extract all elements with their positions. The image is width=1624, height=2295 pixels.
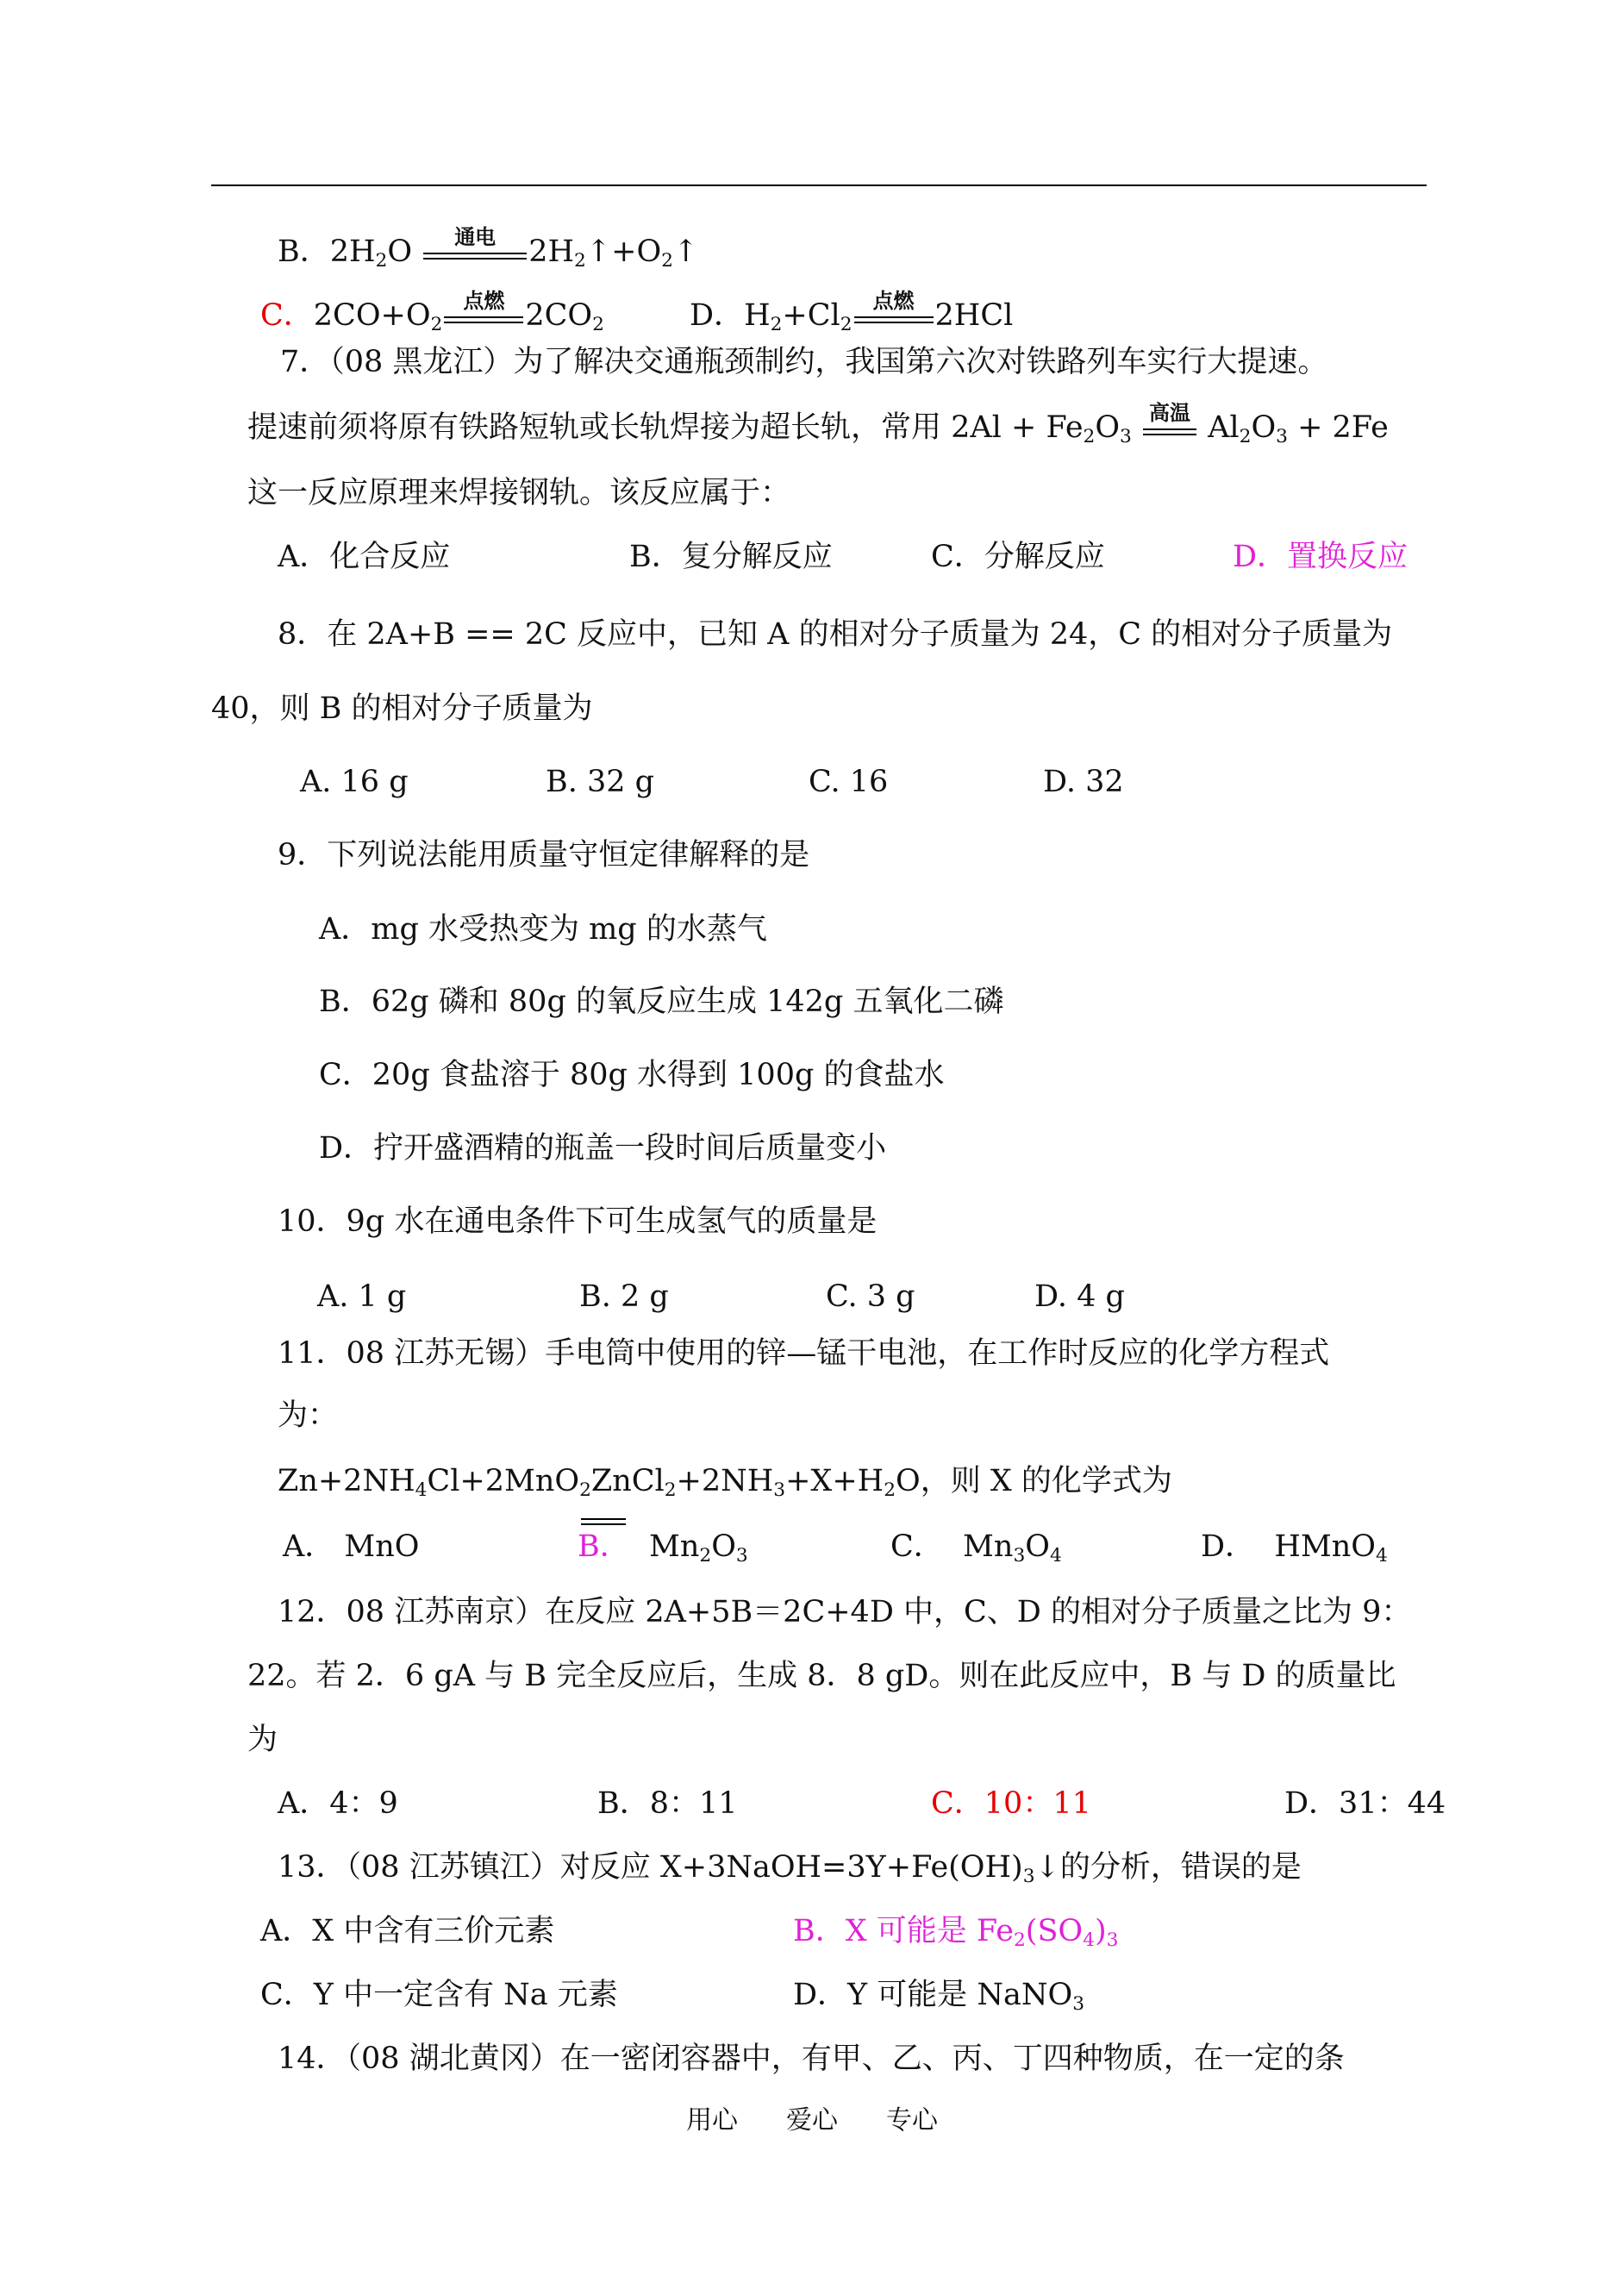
q11-b-sub1: 2 [699,1545,712,1567]
q12-option-c [931,1785,1091,1823]
q11-eq-c-sub: 2 [664,1479,677,1502]
q11-b-b: O [711,1529,736,1564]
q6-b-right-3: ↑ [672,235,699,269]
q10-stem: 10．9g 水在通电条件下可生成氢气的质量是 [278,1204,878,1239]
q6-b-right-2: ↑+O [585,235,662,269]
q6-option-c [260,288,604,336]
footer-text-3: 专心 [886,2105,938,2136]
q11-eq-b: Cl+2MnO [427,1464,580,1498]
q6-c-condition: 点燃 [463,288,505,313]
q11-eq-e-sub: 2 [884,1479,896,1502]
q13-b-c: ) [1094,1914,1107,1948]
q11-d-label: D． [1201,1529,1256,1564]
q7-line2-c: Al [1208,410,1240,445]
q6-option-b [278,224,699,272]
reaction-arrow-ignite [854,288,934,330]
q13-b-a: B．X 可能是 Fe [793,1914,1014,1948]
q6-d-condition: 点燃 [872,288,915,313]
q6-d-left-1-sub: 2 [770,314,783,336]
q6-c-right-sub: 2 [592,314,604,336]
q12-stem-line3: 为 [247,1723,278,1757]
q7-line2-a: 提速前须将原有铁路短轨或长轨焊接为超长轨，常用 2Al + Fe [247,410,1084,445]
q13-d-sub: 3 [1072,1993,1085,2016]
q8-option-b: B. 32 g [546,765,655,799]
q6-option-d [690,288,1014,336]
q13-stem-sub: 3 [1022,1866,1035,1888]
q6-d-left-2-sub: 2 [840,314,853,336]
q9-option-b: B．62g 磷和 80g 的氧反应生成 142g 五氧化二磷 [319,985,1004,1019]
q13-option-a: A．X 中含有三价元素 [260,1914,555,1948]
header-rule [211,184,1427,186]
q13-b-sub3: 3 [1106,1929,1119,1952]
q11-eq-d-sub: 3 [773,1479,786,1502]
reaction-arrow-ignite [444,288,523,330]
q11-eq-a: Zn+2NH [278,1464,415,1498]
q6-b-right-2-sub: 2 [661,250,673,272]
q7-option-a: A．化合反应 [278,540,451,574]
q13-stem-a: 13．（08 江苏镇江）对反应 X+3NaOH=3Y+Fe(OH) [278,1850,1023,1885]
q11-b-a: Mn [649,1529,700,1564]
q11-eq-b-sub: 2 [579,1479,591,1502]
q11-c-sub2: 4 [1049,1545,1062,1567]
page-footer [0,2104,1624,2138]
q12-option-d: D．31：44 [1284,1786,1446,1821]
q9-stem: 9．下列说法能用质量守恒定律解释的是 [278,838,810,872]
q8-stem-line1: 8．在 2A+B == 2C 反应中，已知 A 的相对分子质量为 24，C 的相对分子质量为 [278,617,1393,652]
q13-option-c: C．Y 中一定含有 Na 元素 [260,1978,618,2012]
q7-line2-d: O [1251,410,1277,445]
footer-text-1: 用心 [686,2105,738,2136]
q11-option-d [1201,1528,1388,1566]
q8-option-a: A. 16 g [300,765,409,799]
q9-option-a: A．mg 水受热变为 mg 的水蒸气 [319,912,767,947]
q11-eq-f: O，则 X 的化学式为 [896,1464,1172,1498]
q11-eq-a-sub: 4 [415,1479,428,1502]
q6-c-left: 2CO+O [313,298,431,333]
q11-c-b: O [1025,1529,1050,1564]
q13-b-b: (SO [1025,1914,1084,1948]
q10-option-c: C. 3 g [826,1279,915,1314]
reaction-arrow-electrolysis [423,224,527,266]
q11-eq-e: +X+H [785,1464,884,1498]
q10-option-b: B. 2 g [579,1279,669,1314]
q6-d-label: D． [690,298,745,333]
q13-stem-b: ↓的分析，错误的是 [1034,1850,1302,1885]
q7-line2-b-sub: 3 [1120,426,1132,448]
q10-option-d: D. 4 g [1034,1279,1125,1314]
q11-b-sub2: 3 [735,1545,748,1567]
q6-c-label: C． [260,298,314,333]
q9-option-d: D．拧开盛酒精的瓶盖一段时间后质量变小 [319,1131,887,1166]
q7-line2-d-sub: 3 [1276,426,1288,448]
q11-option-b [578,1528,748,1566]
q11-d-a: HMnO [1274,1529,1376,1564]
q6-d-left-2: +Cl [782,298,840,333]
q11-c-label: C． [890,1529,944,1564]
q7-stem-line3: 这一反应原理来焊接钢轨。该反应属于： [247,476,791,510]
q11-c-a: Mn [963,1529,1014,1564]
q11-option-a: A． MnO [283,1529,420,1564]
q11-c-sub1: 3 [1013,1545,1026,1567]
q11-stem-line2: 为： [278,1398,339,1433]
q6-b-left-tail: O [387,235,413,269]
q13-option-d [793,1976,1084,2014]
q6-b-label: B． [278,235,330,269]
q11-eq-c: ZnCl [590,1464,665,1498]
q8-stem-line2: 40，则 B 的相对分子质量为 [211,691,593,726]
q10-option-a: A. 1 g [317,1279,407,1314]
q7-stem-line2 [247,400,1389,448]
q12-option-b: B．8：11 [597,1786,738,1821]
q6-d-left-1: H [744,298,771,333]
q6-d-right: 2HCl [934,298,1014,333]
q11-d-sub: 4 [1375,1545,1388,1567]
q8-option-c: C. 16 [809,765,889,799]
q13-b-sub2: 4 [1083,1929,1095,1952]
q6-b-right-1: 2H [528,235,574,269]
q11-b-label: B． [578,1529,630,1564]
footer-text-2: 爱心 [786,2105,838,2136]
q7-line2-c-sub: 2 [1239,426,1252,448]
q14-stem: 14．（08 湖北黄冈）在一密闭容器中，有甲、乙、丙、丁四种物质，在一定的条 [278,2042,1345,2076]
q7-condition: 高温 [1149,400,1190,425]
q8-option-d: D. 32 [1043,765,1124,799]
q7-stem-line1: 7．（08 黑龙江）为了解决交通瓶颈制约，我国第六次对铁路列车实行大提速。 [280,345,1328,379]
q12-stem-line2: 22。若 2．6 gA 与 B 完全反应后，生成 8．8 gD。则在此反应中，B 与 D 的质量比 [247,1659,1396,1693]
q13-stem [278,1848,1302,1886]
q7-option-b: B．复分解反应 [629,540,833,574]
q11-eq-d: +2NH [676,1464,774,1498]
q11-option-c [890,1528,1062,1566]
q6-b-left: 2H [329,235,376,269]
q7-line2-b: O [1095,410,1121,445]
q6-c-left-sub: 2 [430,314,443,336]
q6-b-condition: 通电 [454,224,497,249]
q9-option-c: C．20g 食盐溶于 80g 水得到 100g 的食盐水 [319,1058,945,1092]
q7-option-d: D．置换反应 [1233,540,1409,574]
q7-option-c: C．分解反应 [931,540,1105,574]
q6-c-right: 2CO [525,298,593,333]
q13-option-b [793,1912,1118,1950]
q11-stem-line1: 11．08 江苏无锡）手电筒中使用的锌—锰干电池，在工作时反应的化学方程式 [278,1336,1330,1371]
reaction-arrow-high-temp [1143,400,1196,442]
q12-c-text: C．10：11 [931,1786,1091,1821]
q13-d-a: D．Y 可能是 NaNO [793,1978,1073,2012]
q7-line2-a-sub: 2 [1083,426,1096,448]
q6-b-left-sub: 2 [375,250,388,272]
q6-b-right-1-sub: 2 [573,250,586,272]
q7-line2-e: + 2Fe [1287,410,1389,445]
q13-b-sub1: 2 [1013,1929,1026,1952]
q12-stem-line1: 12．08 江苏南京）在反应 2A+5B＝2C+4D 中，C、D 的相对分子质量之比为 9： [278,1595,1412,1629]
q12-option-a: A．4：9 [278,1786,398,1821]
q11-equation [278,1462,1172,1500]
